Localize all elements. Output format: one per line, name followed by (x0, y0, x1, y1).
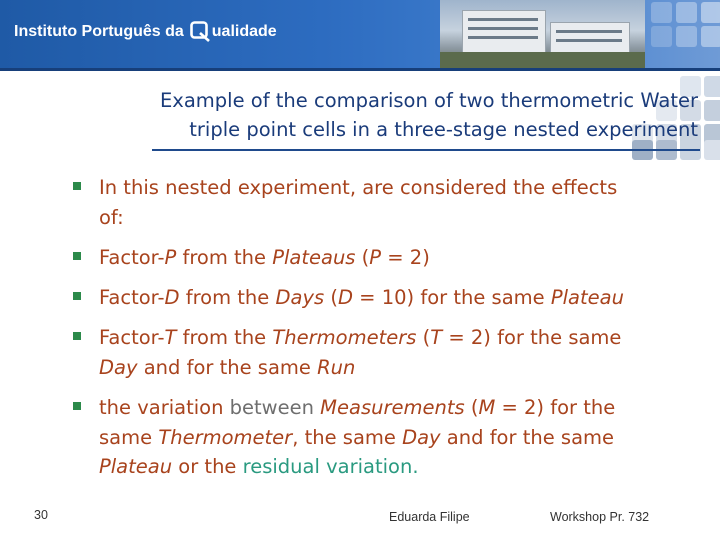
title-underline (152, 149, 700, 151)
header-bar (0, 0, 720, 68)
header-divider (0, 68, 720, 71)
bullet-square-icon (73, 182, 81, 190)
q-logo-icon (190, 21, 211, 42)
footer-event: Workshop Pr. 732 (550, 510, 650, 524)
bullet-square-icon (73, 252, 81, 260)
brand-text: Instituto Português da (14, 22, 184, 40)
bullet-square-icon (73, 402, 81, 410)
slide-title (78, 86, 698, 144)
title-line-1: Example of the comparison of two thermometric Water (159, 89, 698, 112)
bullet-square-icon (73, 292, 81, 300)
page-number: 30 (34, 508, 48, 522)
brand-suffix: ualidade (211, 22, 277, 40)
footer-author: Eduarda Filipe (389, 510, 470, 524)
title-line-2: triple point cells in a three-stage nested experiment (189, 118, 698, 141)
brand-logo (14, 21, 277, 42)
bullet-square-icon (73, 332, 81, 340)
building-photo (440, 0, 645, 68)
